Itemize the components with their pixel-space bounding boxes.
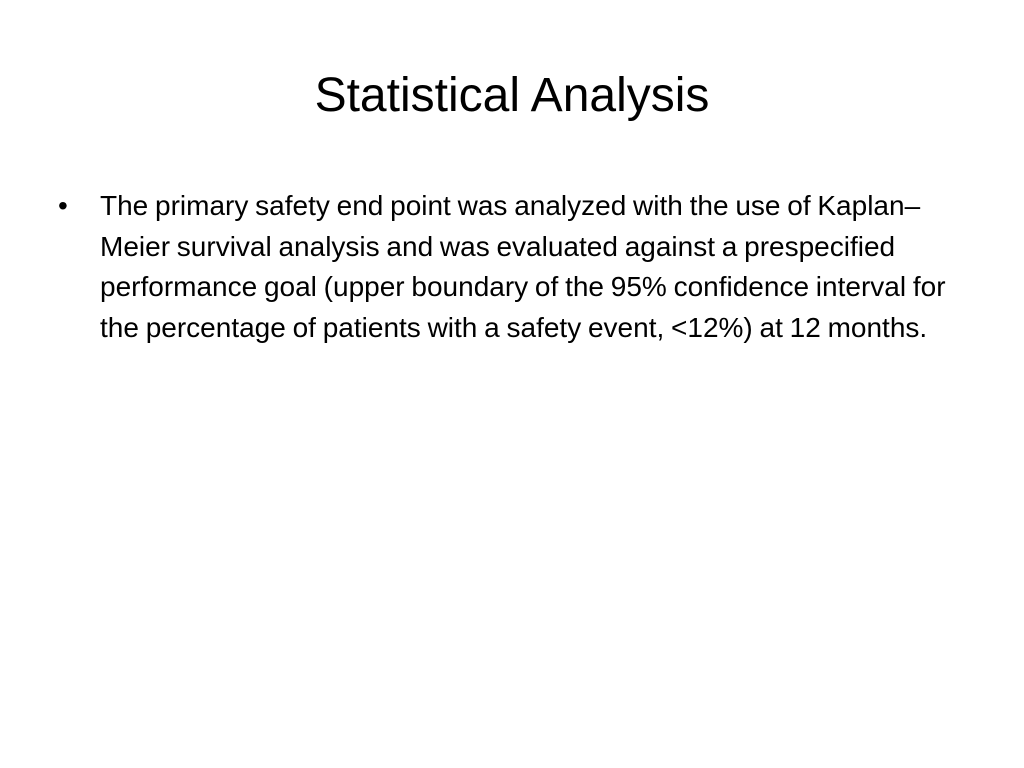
bullet-marker: • xyxy=(58,190,68,221)
bullet-list xyxy=(58,186,958,348)
bullet-text: The primary safety end point was analyzed with the use of Kaplan–Meier survival analysis and was evaluated against a prespecified performance goal (upper boundary of the 95% confidence interval for the percentage of patients with a safety event, <12%) at 12 months. xyxy=(100,190,946,343)
slide-title: Statistical Analysis xyxy=(314,69,710,122)
bullet-item xyxy=(58,186,958,348)
